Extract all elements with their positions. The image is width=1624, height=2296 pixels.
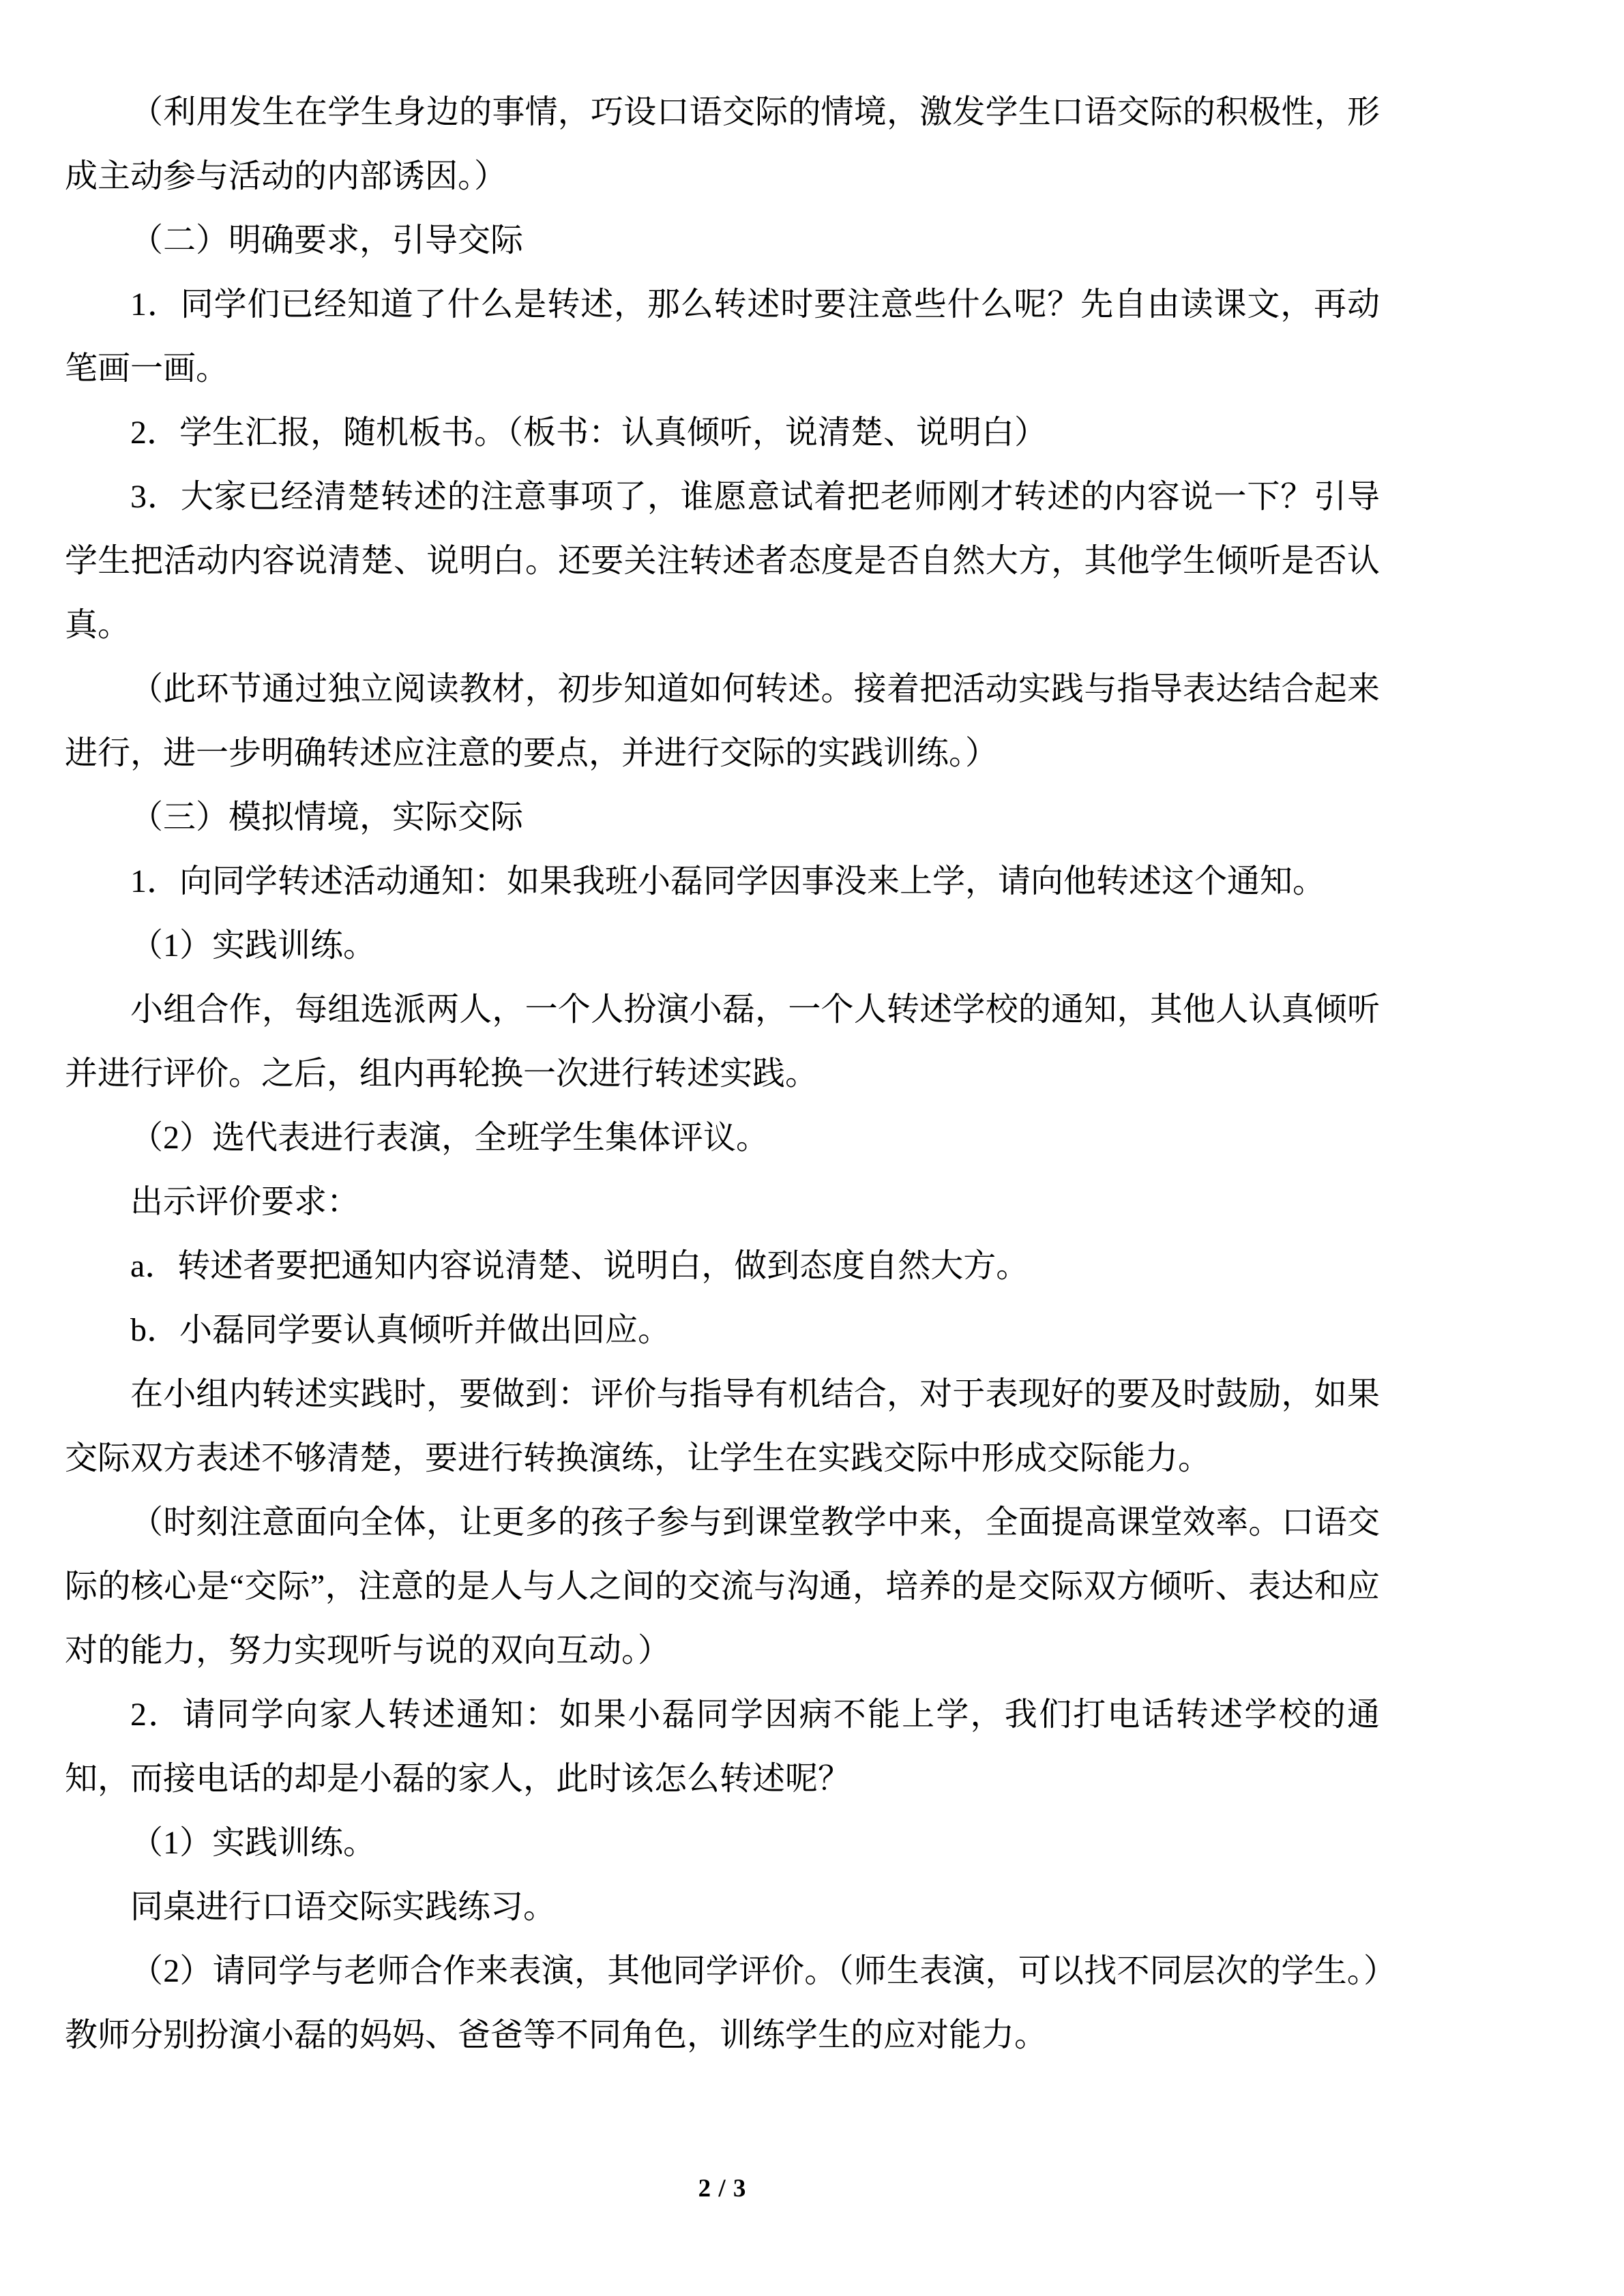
paragraph: 2．请同学向家人转述通知：如果小磊同学因病不能上学，我们打电话转述学校的通知，而接电话的却是小磊的家人，此时该怎么转述呢？ [65,1697,1380,1797]
document-body [65,80,1380,2068]
paragraph: b．小磊同学要认真倾听并做出回应。 [130,1312,671,1348]
paragraph: （三）模拟情境，实际交际 [130,799,524,835]
paragraph: （1）实践训练。 [130,1825,377,1861]
paragraph: 1．向同学转述活动通知：如果我班小磊同学因事没来上学，请向他转述这个通知。 [130,863,1326,899]
paragraph: a．转述者要把通知内容说清楚、说明白，做到态度自然大方。 [130,1248,1029,1284]
paragraph: 在小组内转述实践时，要做到：评价与指导有机结合，对于表现好的要及时鼓励，如果交际双方表述不够清楚，要进行转换演练，让学生在实践交际中形成交际能力。 [65,1376,1380,1476]
paragraph: （利用发生在学生身边的事情，巧设口语交际的情境，激发学生口语交际的积极性，形成主动参与活动的内部诱因。） [65,94,1380,194]
paragraph: （此环节通过独立阅读教材，初步知道如何转述。接着把活动实践与指导表达结合起来进行，进一步明确转述应注意的要点，并进行交际的实践训练。） [65,671,1380,771]
paragraph: （2）请同学与老师合作来表演，其他同学评价。（师生表演，可以找不同层次的学生。）教师分别扮演小磊的妈妈、爸爸等不同角色，训练学生的应对能力。 [65,1953,1380,2053]
paragraph: 1．同学们已经知道了什么是转述，那么转述时要注意些什么呢？先自由读课文，再动笔画一画。 [65,286,1380,387]
paragraph: 2．学生汇报，随机板书。（板书：认真倾听，说清楚、说明白） [130,415,1048,451]
paragraph: 出示评价要求： [130,1184,360,1220]
paragraph: （1）实践训练。 [130,927,377,964]
paragraph: （时刻注意面向全体，让更多的孩子参与到课堂教学中来，全面提高课堂效率。口语交际的核心是“交际”，注意的是人与人之间的交流与沟通，培养的是交际双方倾听、表达和应对的能力，努力实现听与说的双向互动。） [65,1504,1380,1669]
paragraph: （二）明确要求，引导交际 [130,222,524,258]
paragraph: 同桌进行口语交际实践练习。 [130,1889,557,1925]
page-number: 2 / 3 [698,2175,747,2203]
paragraph: （2）选代表进行表演，全班学生集体评议。 [130,1120,769,1156]
paragraph: 3．大家已经清楚转述的注意事项了，谁愿意试着把老师刚才转述的内容说一下？引导学生把活动内容说清楚、说明白。还要关注转述者态度是否自然大方，其他学生倾听是否认真。 [65,479,1380,643]
paragraph: 小组合作，每组选派两人，一个人扮演小磊，一个人转述学校的通知，其他人认真倾听并进行评价。之后，组内再轮换一次进行转述实践。 [65,992,1380,1092]
page-footer [65,2174,1380,2203]
